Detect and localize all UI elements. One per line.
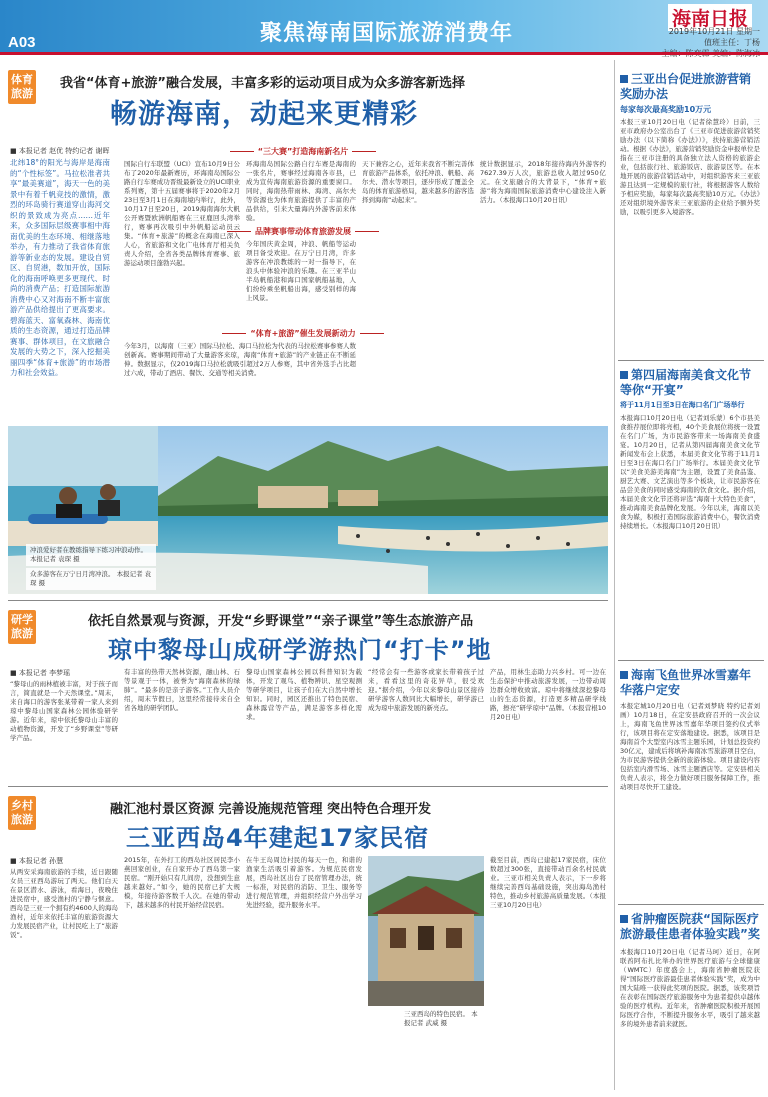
section-tag-sports-tourism: 体育旅游 [8, 70, 36, 104]
article-3-col-2: 2015年，在外打工的西岛社区居民李小燕回家创业，在自家开办了西岛第一家民宿。“刚开始只有几间房，没想到生意越来越好。”如今，她的民宿已扩大规模，年接待游客数千人次。在她的带动下，越来越多的村民开始经营民宿。 [124, 856, 240, 909]
page-number: A03 [8, 34, 36, 51]
duty-editor: 值班主任：丁杨 [704, 38, 760, 47]
brief-4-title-text: 省肿瘤医院获“国际医疗旅游最佳患者体验实践”奖 [620, 912, 760, 941]
article-1-byline: ■ 本报记者 赵优 特约记者 谢晖 [10, 147, 110, 155]
article-2-col-2: 有丰富的热带天然林资源，融山林、石等景观于一体，被誉为“海南森林的绿肺”。“最多的是亲子游客。”工作人员介绍，周末节假日，这里经常接待来自全省各地的研学团队。 [124, 668, 240, 712]
article-3-byline: ■ 本报记者 孙慧 [10, 857, 64, 865]
article-1-subhead-2: 品牌赛事带动体育旅游发展 [208, 226, 398, 237]
article-2-col-5: 产品，用林生态助力兴乡村。可一边在生态保护中推动旅游发展，一边带动周边群众增收致富。琼中将继续深挖黎母山的生态资源，打造更多精品研学线路，擦亮“研学琼中”品牌。（本报营根10月20日电） [490, 668, 606, 721]
article-2-col-4: “经常会有一些游客或家长带着孩子过来，看看这里的奇花异草，很受欢迎。”据介绍，今年以来黎母山景区接待研学游客人数同比大幅增长，研学游已成为琼中旅游发展的新亮点。 [368, 668, 484, 712]
article-1-col-4: 今年3月，以海南（三亚）国际马拉松、海口马拉松为代表的马拉松赛事参赛人数创新高。赛事期间带动了大量游客来琼，海南“体育+旅游”的产业链正在不断延伸。数据显示，仅2019海口马拉松就吸引超过2万人参赛，其中省外选手占比超过六成，带动了酒店、餐饮、交通等相关消费。 [124, 342, 356, 377]
article-divider-1 [8, 600, 608, 601]
section-tag-rural-tourism: 乡村旅游 [8, 796, 36, 830]
brief-3-title-text: 海南飞鱼世界冰雪嘉年华落户定安 [620, 668, 752, 697]
brief-divider-3 [618, 904, 764, 905]
article-1-subhead-3: “体育+旅游”催生发展新动力 [208, 328, 398, 339]
article-1-col-2b: 环海南岛国际公路自行车赛是海南的一张名片，赛事经过海南各市县，已成为宣传海南旅游资源的重要窗口。同时，海南热带雨林、海湾、高尔夫等资源也为体育旅游提供了丰富的产品供给，引来大量海内外游客前来体验。 [246, 160, 356, 222]
article-3-col-1: 从两安采海南旅游的手续，近日跟随女员三亚西岛游玩了两天。他们白天在景区潜水、游泳，看海日，夜晚住进民宿中，感受渔村的宁静与惬意。西岛是三亚一个拥有约4600人的海岛渔村，近年来依托丰富的旅游资源大力发展民宿产业，让村民吃上了“旅游饭”。 [10, 868, 118, 939]
article-2-kicker: 依托自然景观与资源，开发“乡野课堂”“亲子课堂”等生态旅游产品 [88, 614, 474, 629]
photo-caption-2: 众多游客在万宁日月湾冲浪。 本报记者 袁琛 摄 [26, 568, 156, 590]
article-2-headline: 琼中黎母山成研学游热门“打卡”地 [108, 636, 492, 664]
article-1-col-2: 国际自行车联盟（UCI）宣布10月9日公布了2020年最新赛历，环海南岛国际公路自行车赛成功晋级最新设立的UCI职业系列赛，第十五届赛事将于2020年2月23日至3月1日在海南境内举行，此外，10月17日至20日，2019海南海尔大帆公开赛暨欧洲帆船赛在三亚鹿回头湾举行，赛事再次吸引中外帆船运动员云集。“体育+旅游”的概念在海南已深入人心，省旅游和文化广电体育厅相关负责人介绍，全省各类品牌体育赛事、旅游运动项目蓬勃兴起。 [124, 160, 240, 267]
article-3-photo-caption: 三亚西岛的特色民宿。 本报记者 武威 摄 [404, 1010, 478, 1027]
brief-4-title [620, 912, 760, 942]
article-2-byline: ■ 本报记者 李梦瑶 [10, 669, 71, 677]
article-1-kicker: 我省“体育+旅游”融合发展，丰富多彩的运动项目成为众多游客新选择 [60, 76, 465, 91]
article-1-col-3: 今年国庆黄金周，冲浪、帆船等运动项目备受欢迎。在万宁日月湾，许多游客在冲浪教练的一对一指导下，在浪头中体验冲浪的乐趣。在三亚半山半岛帆船港和海口国家帆船基地，人们纷纷乘坐帆船出海，感受别样的海上风景。 [246, 240, 356, 302]
brief-3-body: 本报定城10月20日电（记者刘梦晓 特约记者刘 画）10月18日，在定安县政府召开的一次会议上，海南飞鱼世界冰雪嘉年华项目签约仪式举行，该项目将在定安落地建设。据悉，该项目是海南首个大型室内冰雪主题乐园，计划总投资约30亿元，建成后将填补海南冰雪旅游项目空白，为市民游客提供全新的旅游体验。项目建设内容包括室内滑雪场、冰雪主题酒店等。定安县相关负责人表示，将全力做好项目服务保障工作，推动项目尽快开工建设。 [620, 702, 760, 791]
photo-caption-1: 冲浪爱好者在教练指导下练习冲浪动作。 本报记者 袁琛 摄 [26, 544, 156, 566]
brief-divider-1 [618, 360, 764, 361]
brief-3-title [620, 668, 760, 698]
section-title: 聚焦海南国际旅游消费年 [260, 21, 514, 46]
article-2-col-3: 黎母山国家森林公园以科普知识为载体，开发了观鸟、植物辨识、星空观测等研学项目，让孩子们在大自然中增长知识。同时，园区还推出了特色民宿、森林露营等产品，满足游客多样化需求。 [246, 668, 362, 721]
brief-1-title [620, 72, 760, 102]
right-column-divider [614, 60, 615, 1090]
brief-marker-icon [620, 671, 628, 679]
issue-date: 2019年10月21日 星期一 [668, 27, 760, 36]
brief-1-subtitle: 每家每次最高奖励10万元 [620, 105, 712, 114]
article-3-col-3: 在牛王岛周边村民的每天一色，和谐的渔家生活吸引着游客。为规范民宿发展，西岛社区出台了民宿管理办法，统一标准，对民宿的消防、卫生、服务等进行规范管理，并组织经营户外出学习先进经验，提升服务水平。 [246, 856, 362, 909]
brief-2-subtitle: 将于11月1日至3日在海口名门广场举行 [620, 401, 745, 409]
guesthouse-image [368, 856, 484, 1006]
article-3-col-4: 截至目前，西岛已建起17家民宿，床位数超过300张，直接带动百余名村民就业。三亚市相关负责人表示，下一步将继续完善西岛基础设施，突出海岛渔村特色，推动乡村旅游高质量发展。（本报三亚10月20日电） [490, 856, 606, 909]
article-3-headline: 三亚西岛4年建起17家民宿 [126, 824, 430, 852]
brief-2-body: 本报海口10月20日电（记者刘乐蒙）6个市县美食推荐展位即将亮相，40个美食展位将统一设置在名门广场，为市民游客带来一场海南美食盛宴。10月20日，记者从第四届海南美食文化节新闻发布会上获悉，本届美食文化节将于11月1日至3日在海口名门广场举行。本届美食文化节以“美食美游美海南”为主题，设置了美食品鉴、厨艺大赛、文艺演出等多个板块，让市民游客在品尝美食的同时感受海南的饮食文化。据介绍，本届美食文化节还将评选“海南十大特色美食”，推动海南美食品牌化发展。今年以来，海南以美食为媒，积极打造国际旅游消费中心，餐饮消费持续增长。（本报海口10月20日讯） [620, 414, 760, 530]
brief-1-title-text: 三亚出台促进旅游营销奖励办法 [620, 72, 752, 101]
header-rule [0, 52, 768, 55]
article-3-kicker: 融汇池村景区资源 完善设施规范管理 突出特色合理开发 [110, 802, 432, 817]
article-1-col-6: 统计数据显示，2018年接待海内外游客约7627.39万人次，旅游总收入超过950亿元。在文旅融合的大背景下，“体育+旅游”将为海南国际旅游消费中心建设注入新活力。（本报海口10月20日讯） [480, 160, 606, 204]
surfing-photo [8, 426, 608, 594]
brief-2-title [620, 368, 760, 398]
article-2-col-1: “黎母山的雨林植被丰富，对于孩子而言，简直就是一个天然课堂。”周末，来自海口的游客张某带着一家人来到琼中黎母山国家森林公园体验研学游。近年来，琼中依托黎母山丰富的动植物资源，开发了“乡野课堂”等研学产品。 [10, 680, 118, 742]
newspaper-logo: 海南日报 [668, 4, 752, 31]
article-1-subhead-1: “三大赛”打造海南新名片 [208, 146, 398, 157]
article-1-headline: 畅游海南，动起来更精彩 [110, 99, 418, 130]
brief-1-body: 本报三亚10月20日电（记者徐慧玲）日前，三亚市政府办公室出台了《三亚市促进旅游营销奖励办法（以下简称《办法》）》，扶持旅游营销活动。根据《办法》，旅游营销奖励资金申报单位是指在三亚市注册的具备独立法人资格的旅游企业，包括旅行社、旅游饭店、旅游景区等。在本地开展的旅游营销活动中，对组织游客来三亚旅游且达到一定规模的旅行社，将根据游客人数给予相应奖励，每家每次最高奖励10万元。《办法》还对组织境外游客来三亚旅游的企业给予额外奖励，以吸引更多入境游客。 [620, 118, 760, 216]
brief-2-title-text: 第四届海南美食文化节等你“开宴” [620, 368, 752, 397]
brief-4-body: 本报海口10月20日电（记者马珂）近日，在阿联酋阿布扎比举办的世界医疗旅游与全球健康（WMTC）年度盛会上，海南省肿瘤医院获得“国际医疗旅游最佳患者体验实践”奖，成为中国大陆唯一获得此奖项的医院。据悉，该奖项旨在表彰在国际医疗旅游服务中为患者提供卓越体验的医疗机构。近年来，省肿瘤医院积极开展国际医疗合作，不断提升服务水平，吸引了越来越多的境外患者前来就医。 [620, 948, 760, 1028]
brief-marker-icon [620, 915, 628, 923]
article-1-col-5: 天下兼容之心，近年来我省不断完善体育旅游产品体系，依托冲浪、帆船、高尔夫、潜水等项目，逐步形成了覆盖全岛的体育旅游格局，越来越多的游客选择到海南“动起来”。 [362, 160, 474, 204]
brief-divider-2 [618, 660, 764, 661]
article-1-lead: 北纬18°的阳光与海岸是海南的“个性标签”。马拉松准者共享“最美赛道”，海天一色的美景中有着千帆竞技的激情，激烈的环岛骑行赛道穿山海河交织的景致成为亮点……近年来，众多国际层级赛事相中海南优美的生态环境、相继落地举办，有力推动了我省体育旅游等新业态的发展。建设自贸区、自贸港，数加开放，国际化的海南呼唤更多更现代、时尚的消费产品；打造国际旅游消费中心又对海南不断丰富旅游产品供给提出了更高要求。碧海蓝天、富氧森林、海南优质的生态资源，通过打造品牌赛事、群体项目，在文旅融合发展的大势之下，深入挖掘美丽四季“体育+旅游”的市场潜力和社会效益。 [10, 158, 110, 377]
brief-marker-icon [620, 75, 628, 83]
brief-marker-icon [620, 371, 628, 379]
article-divider-2 [8, 786, 608, 787]
section-tag-study-tourism: 研学旅游 [8, 610, 36, 644]
guesthouse-photo [368, 856, 484, 1006]
page-header [0, 0, 768, 56]
